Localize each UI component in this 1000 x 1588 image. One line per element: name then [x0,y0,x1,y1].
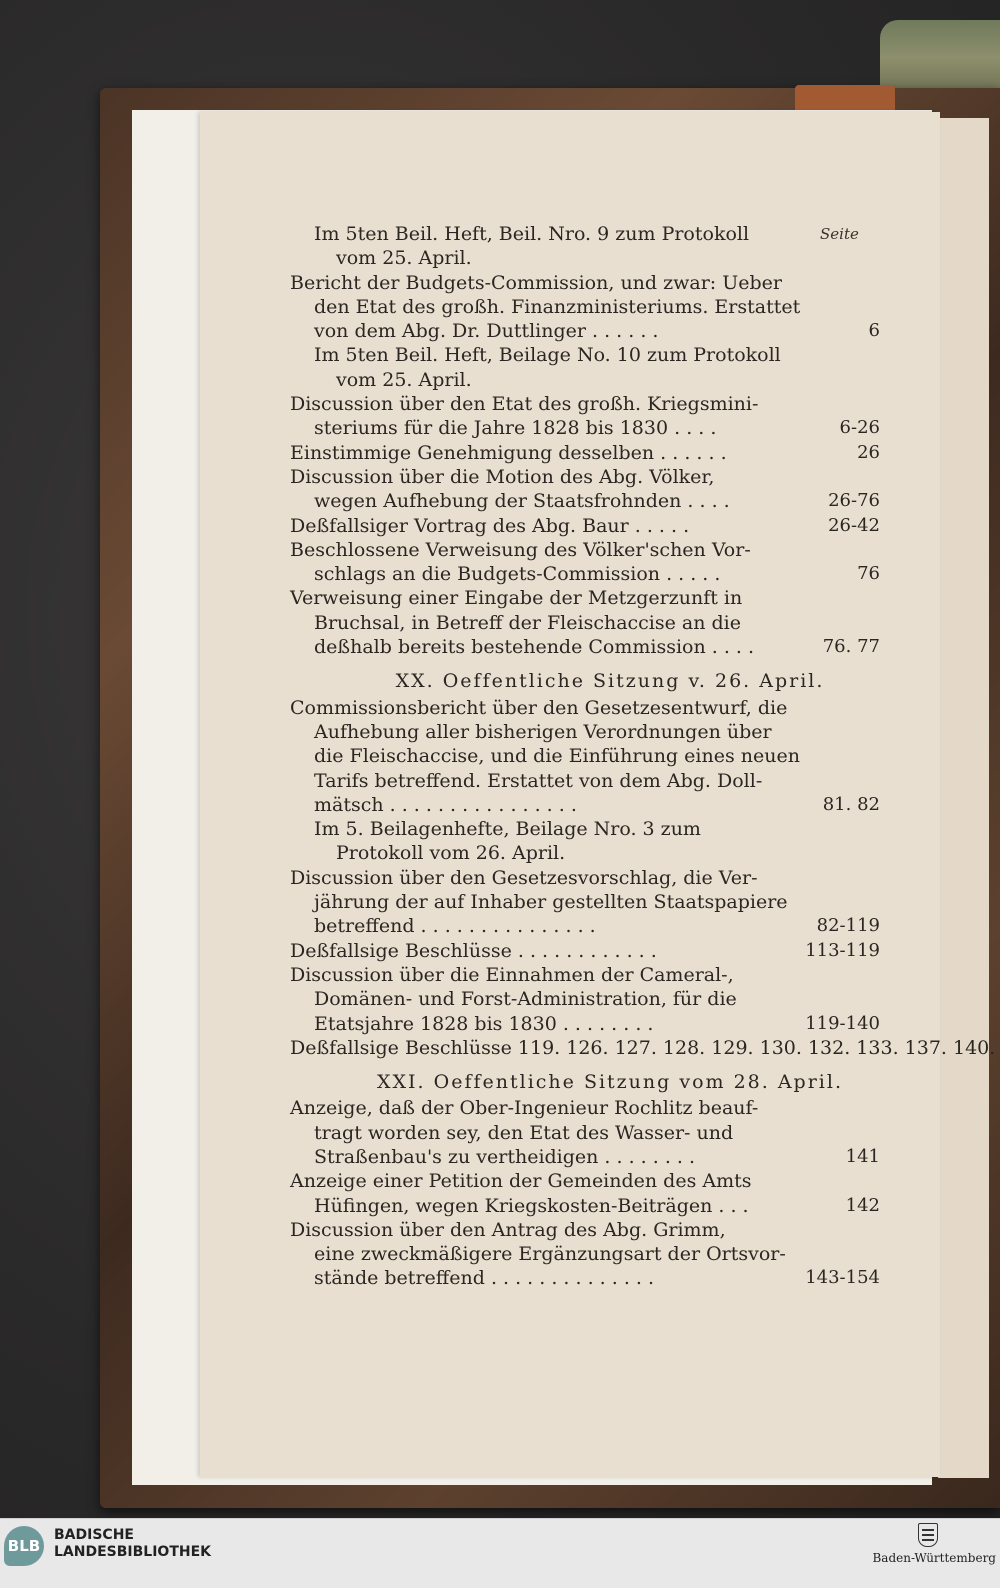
toc-line-text: Domänen- und Forst-Administration, für die [314,988,737,1011]
toc-line [290,1169,890,1193]
state-name[interactable]: Baden-Württemberg [872,1551,996,1565]
toc-page-number: 76 [857,563,880,585]
toc-entry [290,1036,996,1060]
toc-line-text: vom 25. April. [336,247,472,270]
toc-line-text: Beschlossene Verweisung des Völker'schen Vor- [290,538,751,561]
toc-line-text: Anzeige, daß der Ober-Ingenieur Rochlitz beauf- [290,1097,759,1120]
toc-line [290,914,890,938]
toc-entry [290,963,890,1036]
toc-line-text: Anzeige einer Petition der Gemeinden des Amts [290,1170,752,1193]
toc-line-text: Straßenbau's zu vertheidigen . . . . . . . . [314,1145,696,1168]
toc-entry [290,343,890,392]
toc-line-text: wegen Aufhebung der Staatsfrohnden . . . . [314,490,730,513]
toc-line [290,635,890,659]
toc-entry [290,514,890,538]
toc-entry [290,1169,890,1218]
toc-page-number: 6-26 [839,417,880,439]
toc-line [290,1121,890,1145]
toc-line-text: jährung der auf Inhaber gestellten Staatspapiere [314,891,788,914]
toc-line [290,1266,890,1290]
cover-edge [795,85,895,113]
toc-line [290,1096,890,1120]
toc-line-text: Einstimmige Genehmigung desselben . . . . . . [290,441,727,464]
toc-line [290,1242,890,1266]
toc-line [290,890,890,914]
toc-entry [290,441,890,465]
toc-line [290,720,890,744]
toc-line-text: deßhalb bereits bestehende Commission . . . . [314,636,755,659]
toc-line [290,611,890,635]
toc-page-number: 76. 77 [822,636,880,658]
toc-line-text: von dem Abg. Dr. Duttlinger . . . . . . [314,320,659,343]
toc-line [290,271,890,295]
footer-bar [0,1518,1000,1588]
state-coat-of-arms-icon [918,1523,938,1547]
toc-line [290,1036,996,1060]
page-column-label: Seite [820,225,859,243]
toc-entry [290,392,890,441]
toc-page-number: 119-140 [805,1012,880,1034]
toc-line [290,793,890,817]
toc-line [290,1012,890,1036]
toc-line-text: Aufhebung aller bisherigen Verordnungen über [314,720,772,743]
toc-page-number: 113-119 [805,939,880,961]
toc-line [290,319,890,343]
toc-line-text: Deßfallsige Beschlüsse . . . . . . . . . . . . [290,939,657,962]
toc-line [290,769,890,793]
toc-line-text: mätsch . . . . . . . . . . . . . . . . [314,793,577,816]
toc-line [290,416,890,440]
toc-line [290,465,890,489]
toc-line [290,963,890,987]
next-page-edge [938,118,989,1478]
toc-line [290,1145,890,1169]
toc-entry [290,271,890,344]
toc-line [290,343,890,367]
toc-line-text: Bericht der Budgets-Commission, und zwar: Ueber [290,271,782,294]
toc-line-text: den Etat des großh. Finanzministeriums. Erstattet [314,295,801,318]
toc-line [290,744,890,768]
toc-entry [290,465,890,514]
toc-entry [290,1096,890,1169]
toc-line [290,586,890,610]
toc-line-text: Discussion über den Etat des großh. Kriegsmini- [290,393,759,416]
toc-line-text: Hüfingen, wegen Kriegskosten-Beiträgen . . . [314,1194,749,1217]
toc-line-text: Discussion über die Motion des Abg. Völker, [290,465,715,488]
library-name-line2: LANDESBIBLIOTHEK [54,1544,212,1560]
toc-entry [290,817,890,866]
toc-page-number: 26 [857,441,880,463]
toc-line-text: steriums für die Jahre 1828 bis 1830 . . . . [314,417,717,440]
toc-line-text: Discussion über den Gesetzesvorschlag, die Ver- [290,866,758,889]
toc-line-text: tragt worden sey, den Etat des Wasser- und [314,1121,734,1144]
toc-line [290,392,890,416]
toc-line [290,696,890,720]
toc-page-number: 6 [868,320,880,342]
toc-line-text: stände betreffend . . . . . . . . . . . . . . [314,1267,655,1290]
toc-line-text: Discussion über den Antrag des Abg. Grimm, [290,1218,726,1241]
library-name-line1: BADISCHE [54,1527,134,1543]
toc-entry [290,696,890,817]
toc-line [290,1194,890,1218]
toc-line [290,222,890,246]
toc-line-text: eine zweckmäßigere Ergänzungsart der Ortsvor- [314,1243,786,1266]
toc-line-text: vom 25. April. [336,368,472,391]
toc-line-text: betreffend . . . . . . . . . . . . . . . [314,915,596,938]
toc-line-text: Im 5ten Beil. Heft, Beilage No. 10 zum Protokoll [314,344,781,367]
toc-line [290,246,890,270]
toc-line [290,514,890,538]
toc-line [290,562,890,586]
toc-line-text: Verweisung einer Eingabe der Metzgerzunft in [290,587,743,610]
toc-line [290,538,890,562]
toc-line-text: Im 5ten Beil. Heft, Beil. Nro. 9 zum Protokoll [314,223,750,245]
toc-line [290,939,890,963]
toc-line-text: Protokoll vom 26. April. [336,842,566,865]
session-heading: XX. Oeffentliche Sitzung v. 26. April. [395,670,825,693]
session-heading: XXI. Oeffentliche Sitzung vom 28. April. [376,1071,843,1094]
toc-line [290,295,890,319]
toc-entry [290,939,890,963]
toc-entry [290,538,890,587]
toc-entry [290,586,890,659]
toc-line-text: Tarifs betreffend. Erstattet von dem Abg. Doll- [314,769,763,792]
toc-page-number: 143-154 [805,1267,880,1289]
toc-line [290,441,890,465]
toc-page-number: 26-76 [828,490,880,512]
toc-page-number: 142 [845,1194,880,1216]
toc-line-text: Bruchsal, in Betreff der Fleischaccise an die [314,611,741,634]
library-name[interactable] [54,1527,211,1561]
toc-line [290,489,890,513]
toc-line-text: Etatsjahre 1828 bis 1830 . . . . . . . . [314,1012,654,1035]
toc-line [290,987,890,1011]
toc-line [290,841,890,865]
toc-line-text: Deßfallsige Beschlüsse 119. 126. 127. 128. 129. 130. 132. 133. 137. 140. [290,1036,996,1059]
toc-page-number: 26-42 [828,514,880,536]
toc-line-text: Commissionsbericht über den Gesetzesentwurf, die [290,696,788,719]
toc-line-text: die Fleischaccise, und die Einführung eines neuen [314,745,800,768]
toc-entry [290,222,890,271]
toc-entry [290,866,890,939]
toc-line [290,817,890,841]
toc-line-text: Discussion über die Einnahmen der Cameral-, [290,963,734,986]
toc-line [290,1218,890,1242]
toc-line-text: Im 5. Beilagenhefte, Beilage Nro. 3 zum [314,818,701,841]
toc-line [290,866,890,890]
toc-line-text: Deßfallsiger Vortrag des Abg. Baur . . . . . [290,514,690,537]
toc-page-number: 141 [845,1145,880,1167]
toc-page-number: 82-119 [816,915,880,937]
toc-line [290,368,890,392]
blb-logo-icon[interactable]: BLB [4,1526,44,1566]
table-of-contents [290,222,996,1291]
toc-line-text: schlags an die Budgets-Commission . . . . . [314,563,721,586]
toc-entry [290,1218,890,1291]
toc-page-number: 81. 82 [822,793,880,815]
